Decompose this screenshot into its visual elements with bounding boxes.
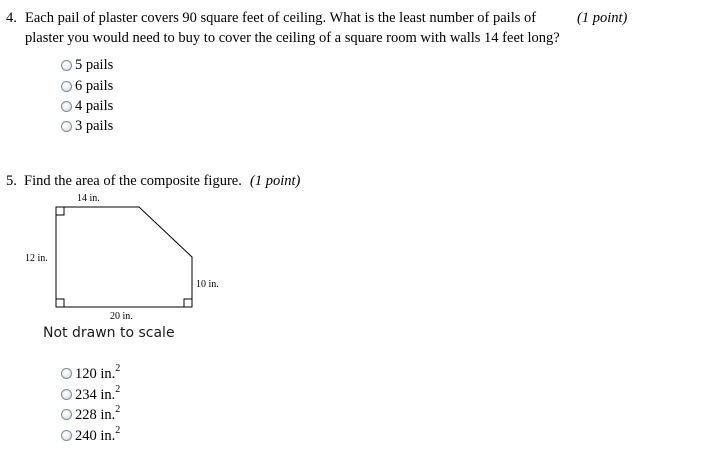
right-angle-marker-top-left <box>56 207 64 215</box>
option-label: 4 pails <box>75 97 114 114</box>
option-label: 6 pails <box>75 77 114 94</box>
question-5-text: Find the area of the composite figure. <box>24 173 242 189</box>
q5-option-2[interactable] <box>61 384 120 404</box>
right-angle-marker-bottom-right <box>184 299 192 307</box>
question-4-points: (1 point) <box>577 10 628 26</box>
question-4-number: 4. <box>6 10 17 26</box>
right-angle-marker-bottom-left <box>56 299 64 307</box>
label-left: 12 in. <box>25 253 48 264</box>
label-top: 14 in. <box>77 193 100 204</box>
option-label: 5 pails <box>75 56 114 73</box>
radio-button[interactable] <box>61 430 72 441</box>
option-label: 3 pails <box>75 117 114 134</box>
figure-outline <box>56 207 192 307</box>
question-4-text-line2: plaster you would need to buy to cover the ceiling of a square room with walls 14 feet long? <box>25 30 560 46</box>
radio-button[interactable] <box>61 368 72 379</box>
label-right: 10 in. <box>196 279 219 290</box>
radio-button[interactable] <box>61 389 72 400</box>
question-5-number: 5. <box>6 173 17 189</box>
option-label: 240 in.$^2$ <box>75 424 121 444</box>
q5-option-4[interactable] <box>61 425 120 445</box>
question-5-points: (1 point) <box>250 173 301 189</box>
q5-option-3[interactable] <box>61 404 120 424</box>
option-label: 228 in.$^2$ <box>75 403 121 423</box>
not-to-scale-note: Not drawn to scale <box>43 325 175 341</box>
label-bottom: 20 in. <box>110 311 133 322</box>
q5-option-1[interactable] <box>61 363 120 383</box>
radio-button[interactable] <box>61 409 72 420</box>
option-label: 234 in.$^2$ <box>75 383 121 403</box>
question-4-text-line1: Each pail of plaster covers 90 square feet of ceiling. What is the least number of pails of <box>25 10 537 26</box>
option-label: 120 in.$^2$ <box>75 362 121 382</box>
